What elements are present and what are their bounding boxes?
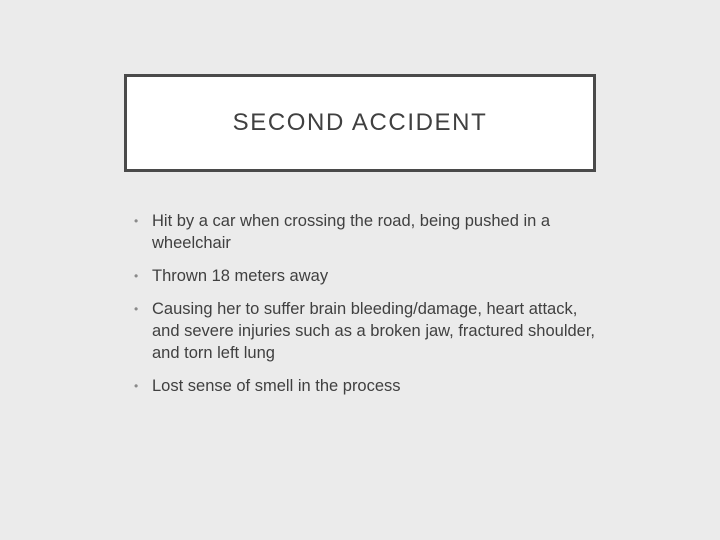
bullet-item: [134, 265, 604, 287]
bullet-marker: •: [134, 269, 139, 283]
bullet-item: [134, 375, 604, 397]
bullet-marker: •: [134, 214, 139, 228]
bullet-text: Causing her to suffer brain bleeding/damage, heart attack, and severe injuries such as a broken jaw, fractured shoulder, and torn left lung: [152, 300, 596, 362]
bullet-text: Lost sense of smell in the process: [152, 377, 401, 395]
bullet-text: Hit by a car when crossing the road, being pushed in a wheelchair: [152, 212, 551, 252]
title-box: [124, 74, 596, 172]
bullet-marker: •: [134, 379, 139, 393]
bullet-text: Thrown 18 meters away: [152, 267, 329, 285]
bullet-item: [134, 298, 604, 364]
bullet-list: [134, 210, 604, 408]
slide-title: SECOND ACCIDENT: [232, 109, 488, 136]
bullet-marker: •: [134, 302, 139, 316]
bullet-item: [134, 210, 604, 254]
